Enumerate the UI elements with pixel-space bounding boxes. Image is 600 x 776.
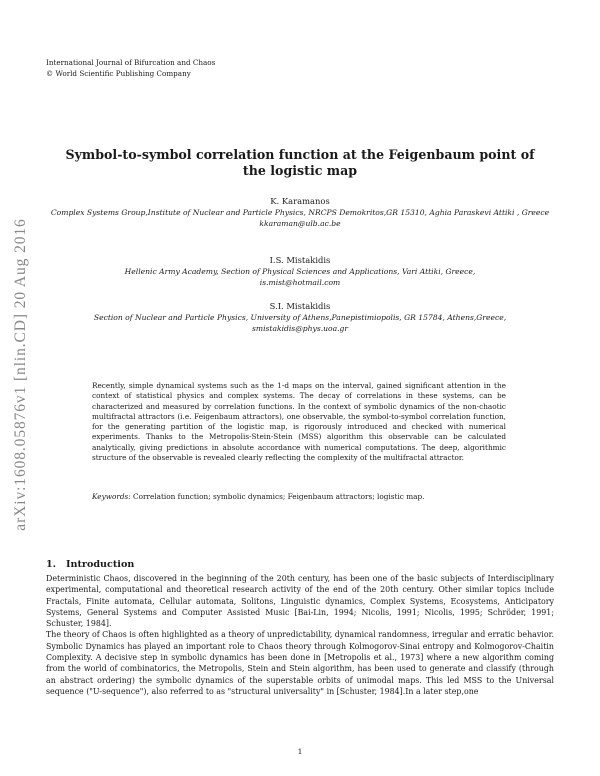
arxiv-sidebar [6,172,36,577]
section-title: Introduction [66,559,135,570]
page-number: 1 [297,747,303,756]
author-affiliation: Section of Nuclear and Particle Physics, University of Athens,Panepistimiopolis, GR 15784, Athens,Greece, [93,313,507,323]
section-number: 1. [46,559,57,570]
body-text [46,573,554,697]
journal-header [46,57,215,79]
author-block-2 [46,255,554,289]
author-block-1 [46,196,554,230]
author-affiliation: Hellenic Army Academy, Section of Physical Sciences and Applications, Vari Attiki, Greece, [124,267,476,277]
keywords-text: Correlation function; symbolic dynamics; Feigenbaum attractors; logistic map. [133,492,425,501]
paper-title: Symbol-to-symbol correlation function at the Feigenbaum point of the logistic map [65,147,535,178]
author-email[interactable]: smistakidis@phys.uoa.gr [251,324,349,334]
author-email[interactable]: is.mist@hotmail.com [259,278,341,288]
journal-name: International Journal of Bifurcation and Chaos [46,58,216,67]
journal-publisher: © World Scientific Publishing Company [46,69,191,78]
author-email[interactable]: kkaraman@ulb.ac.be [259,219,341,229]
author-name: K. Karamanos [270,196,330,206]
author-name: S.I. Mistakidis [269,301,331,311]
section-heading [46,559,134,570]
author-name: I.S. Mistakidis [269,255,331,265]
keywords-label: Keywords: [92,492,131,501]
author-block-3 [46,301,554,335]
author-affiliation: Complex Systems Group,Institute of Nuclear and Particle Physics, NRCPS Demokritos,GR 15310, Aghia Paraskevi Attiki , Greece [50,208,550,218]
paragraph: The theory of Chaos is often highlighted as a theory of unpredictability, dynamical randomness, irregular and erratic behavior. Symbolic Dynamics has played an important role to Chaos theory through Kolmogorov-Sinai entropy and Kolmogorov-Chaitin Complexity. A decisive step in symbolic dynamics has been done in [Metropolis et al., 1973] where a new algorithm coming from the world of combinatorics, the Metropolis, Stein and Stein algorithm, has been used to generate and classify (through an abstract ordering) the symbolic dynamics of the superstable orbits of unimodal maps. This led MSS to the Universal sequence ("U-sequence"), also referred to as "structural universality" in [Schuster, 1984].In a later step,one [46,630,554,696]
keywords [92,492,506,502]
abstract: Recently, simple dynamical systems such as the 1-d maps on the interval, gained significant attention in the context of statistical physics and complex systems. The decay of correlations in these systems, can be characterized and measured by correlation functions. In the context of symbolic dynamics of the non-chaotic multifractal attractors (i.e. Feigenbaum attractors), one observable, the symbol-to-symbol correlation function, for the generating partition of the logistic map, is rigorously introduced and checked with numerical experiments. Thanks to the Metropolis-Stein-Stein (MSS) algorithm this observable can be calculated analytically, giving predictions in absolute accordance with numerical computations. The deep, algorithmic structure of the observable is revealed clearly reflecting the complexity of the multifractal attractor. [92,381,506,463]
arxiv-identifier: arXiv:1608.05876v1 [nlin.CD] 20 Aug 2016 [12,218,29,531]
paragraph: Deterministic Chaos, discovered in the beginning of the 20th century, has been one of the basic subjects of Interdisciplinary experimental, computational and theoretical research activity of the end of the 20th century. Other similar topics include Fractals, Finite automata, Cellular automata, Solitons, Linguistic dynamics, Complex Systems, Ecosystems, Anticipatory Systems, General Systems and Computer Assisted Music [Bai-Lin, 1994; Nicolis, 1991; Nicolis, 1995; Schröder, 1991; Schuster, 1984]. [46,574,554,629]
